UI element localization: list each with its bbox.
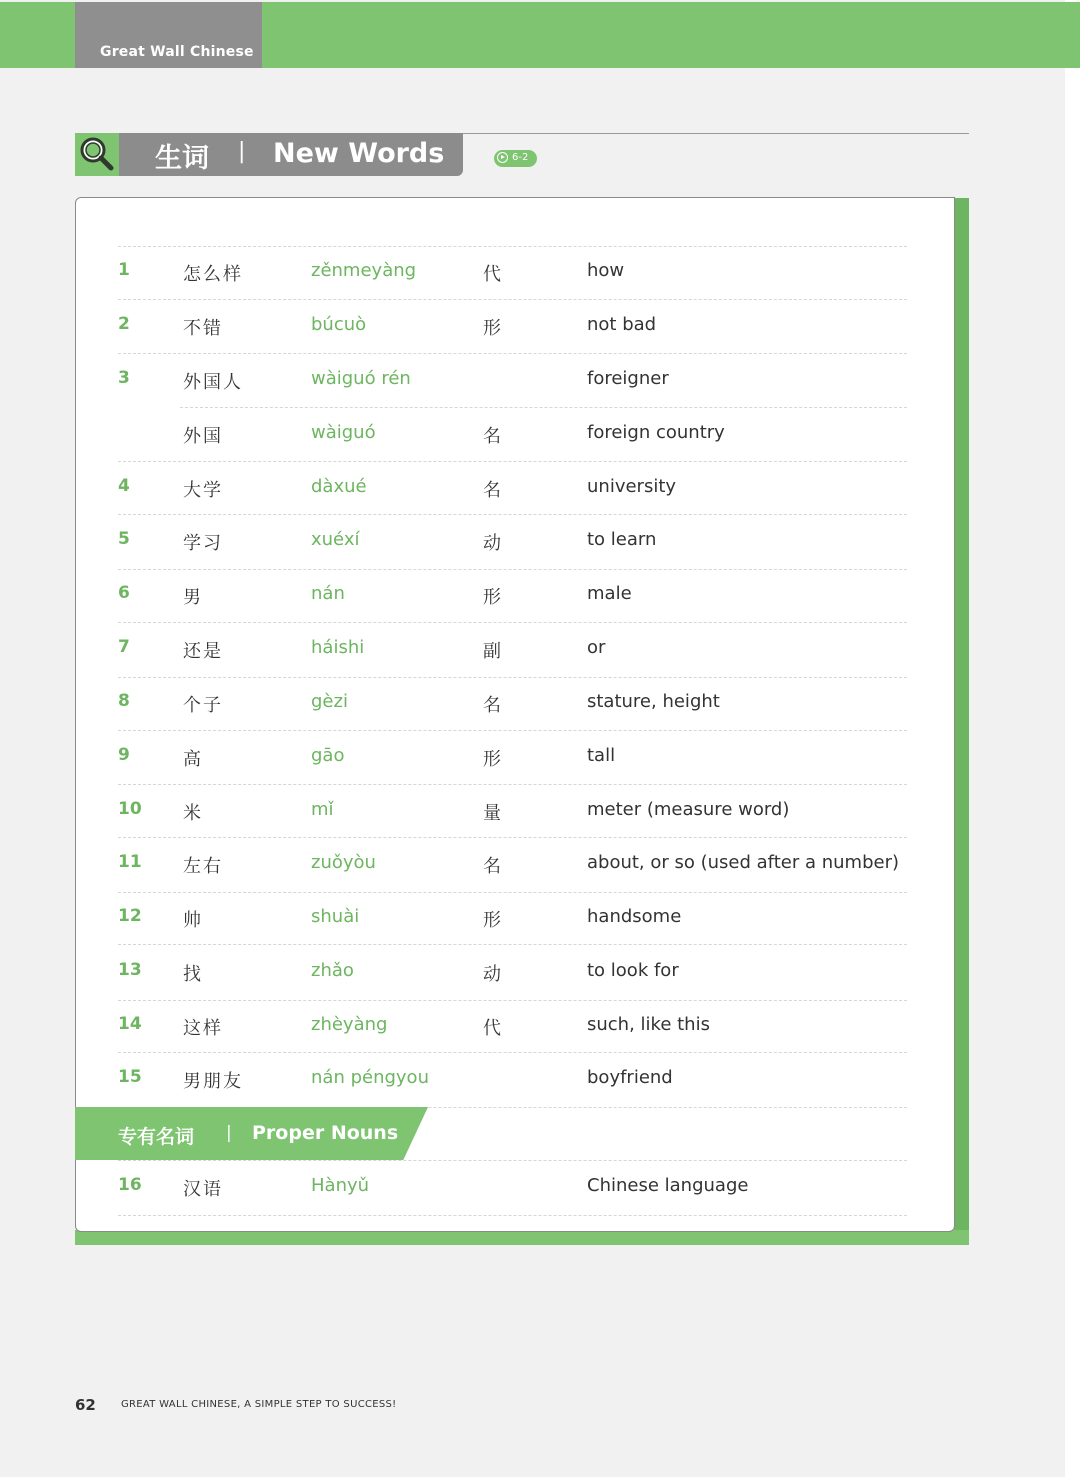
word-chinese: 找 <box>183 964 203 985</box>
word-part-of-speech: 名 <box>483 695 501 716</box>
word-meaning: such, like this <box>587 1014 710 1035</box>
word-part-of-speech: 动 <box>483 964 501 985</box>
word-pinyin: xuéxí <box>311 529 360 550</box>
page-number: 62 <box>75 1396 96 1414</box>
word-part-of-speech: 名 <box>483 426 501 447</box>
word-pinyin: mǐ <box>311 799 334 820</box>
vocab-row <box>0 677 1080 731</box>
word-number: 14 <box>118 1014 142 1034</box>
word-chinese: 还是 <box>183 641 223 662</box>
magnifier-icon <box>75 133 119 176</box>
vocab-row <box>0 785 1080 839</box>
word-chinese: 怎么样 <box>183 264 243 285</box>
word-number: 12 <box>118 906 142 926</box>
word-pinyin: dàxué <box>311 476 367 497</box>
word-number: 1 <box>118 260 130 280</box>
word-pinyin: háishi <box>311 637 365 658</box>
word-part-of-speech: 名 <box>483 480 501 501</box>
word-chinese: 帅 <box>183 910 203 931</box>
section-title-chinese: 生词 <box>155 143 209 174</box>
word-part-of-speech: 形 <box>483 587 501 608</box>
vocab-row <box>0 1000 1080 1054</box>
word-meaning: or <box>587 637 606 658</box>
word-meaning: boyfriend <box>587 1067 673 1088</box>
vocab-row <box>0 838 1080 892</box>
word-meaning: Chinese language <box>587 1175 749 1196</box>
word-meaning: handsome <box>587 906 682 927</box>
word-pinyin: zhǎo <box>311 960 354 981</box>
word-part-of-speech: 量 <box>483 803 501 824</box>
word-number: 10 <box>118 799 142 819</box>
vocab-row <box>0 1053 1080 1107</box>
word-chinese: 外国 <box>183 426 223 447</box>
word-meaning: meter (measure word) <box>587 799 790 820</box>
word-pinyin: búcuò <box>311 314 367 335</box>
word-chinese: 学习 <box>183 533 223 554</box>
word-part-of-speech: 动 <box>483 533 501 554</box>
vocab-row <box>0 569 1080 623</box>
word-pinyin: zuǒyòu <box>311 852 376 873</box>
word-part-of-speech: 代 <box>483 264 501 285</box>
vocab-row <box>0 731 1080 785</box>
word-part-of-speech: 副 <box>483 641 501 662</box>
footer-slogan: GREAT WALL CHINESE, A SIMPLE STEP TO SUCCESS! <box>121 1399 397 1410</box>
word-chinese: 男 <box>183 587 203 608</box>
word-chinese: 这样 <box>183 1018 223 1039</box>
word-pinyin: shuài <box>311 906 360 927</box>
proper-nouns-title-chinese: 专有名词 <box>118 1126 195 1148</box>
word-number: 9 <box>118 745 130 765</box>
word-meaning: university <box>587 476 677 497</box>
word-meaning: to learn <box>587 529 657 550</box>
word-number: 7 <box>118 637 130 657</box>
vocab-row <box>0 246 1080 300</box>
word-part-of-speech: 形 <box>483 910 501 931</box>
word-number: 4 <box>118 476 130 496</box>
vocab-row <box>0 1161 1080 1215</box>
word-number: 3 <box>118 368 130 388</box>
word-meaning: foreigner <box>587 368 669 389</box>
word-part-of-speech: 形 <box>483 749 501 770</box>
word-chinese: 左右 <box>183 856 223 877</box>
word-meaning: to look for <box>587 960 679 981</box>
word-meaning: tall <box>587 745 616 766</box>
word-part-of-speech: 代 <box>483 1018 501 1039</box>
audio-track-badge[interactable] <box>494 150 537 167</box>
word-number: 8 <box>118 691 130 711</box>
row-divider <box>118 1215 907 1216</box>
vocab-row <box>0 300 1080 354</box>
word-number: 16 <box>118 1175 142 1195</box>
word-meaning: male <box>587 583 632 604</box>
word-meaning: not bad <box>587 314 657 335</box>
word-pinyin: gāo <box>311 745 345 766</box>
play-icon <box>497 152 508 163</box>
word-number: 13 <box>118 960 142 980</box>
section-title-english: New Words <box>273 138 445 169</box>
word-pinyin: zhèyàng <box>311 1014 388 1035</box>
word-meaning: stature, height <box>587 691 720 712</box>
audio-track-label: 6-2 <box>512 152 529 163</box>
vocab-row <box>0 623 1080 677</box>
word-chinese: 高 <box>183 749 203 770</box>
word-number: 11 <box>118 852 142 872</box>
word-meaning: about, or so (used after a number) <box>587 852 899 873</box>
word-meaning: foreign country <box>587 422 725 443</box>
card-shadow-bottom <box>75 1230 969 1245</box>
vocab-row <box>0 354 1080 408</box>
word-chinese: 外国人 <box>183 372 243 393</box>
word-meaning: how <box>587 260 625 281</box>
section-title-separator: | <box>238 139 246 164</box>
word-pinyin: wàiguó rén <box>311 368 411 389</box>
word-chinese: 不错 <box>183 318 223 339</box>
vocab-row <box>0 892 1080 946</box>
word-pinyin: nán péngyou <box>311 1067 429 1088</box>
vocab-row <box>0 462 1080 516</box>
word-chinese: 大学 <box>183 480 223 501</box>
vocab-row <box>0 946 1080 1000</box>
word-chinese: 男朋友 <box>183 1071 243 1092</box>
word-part-of-speech: 形 <box>483 318 501 339</box>
brand-name: Great Wall Chinese <box>100 44 254 60</box>
word-chinese: 汉语 <box>183 1179 223 1200</box>
word-pinyin: gèzi <box>311 691 348 712</box>
word-pinyin: Hànyǔ <box>311 1175 370 1196</box>
vocab-row <box>0 515 1080 569</box>
word-number: 5 <box>118 529 130 549</box>
word-number: 2 <box>118 314 130 334</box>
word-chinese: 个子 <box>183 695 223 716</box>
word-pinyin: zěnmeyàng <box>311 260 417 281</box>
proper-nouns-separator: | <box>226 1123 232 1143</box>
word-part-of-speech: 名 <box>483 856 501 877</box>
proper-nouns-title-english: Proper Nouns <box>252 1122 399 1144</box>
vocab-row <box>0 408 1080 462</box>
word-number: 15 <box>118 1067 142 1087</box>
word-pinyin: nán <box>311 583 345 604</box>
word-number: 6 <box>118 583 130 603</box>
word-chinese: 米 <box>183 803 203 824</box>
word-pinyin: wàiguó <box>311 422 376 443</box>
header-rule <box>463 133 969 134</box>
